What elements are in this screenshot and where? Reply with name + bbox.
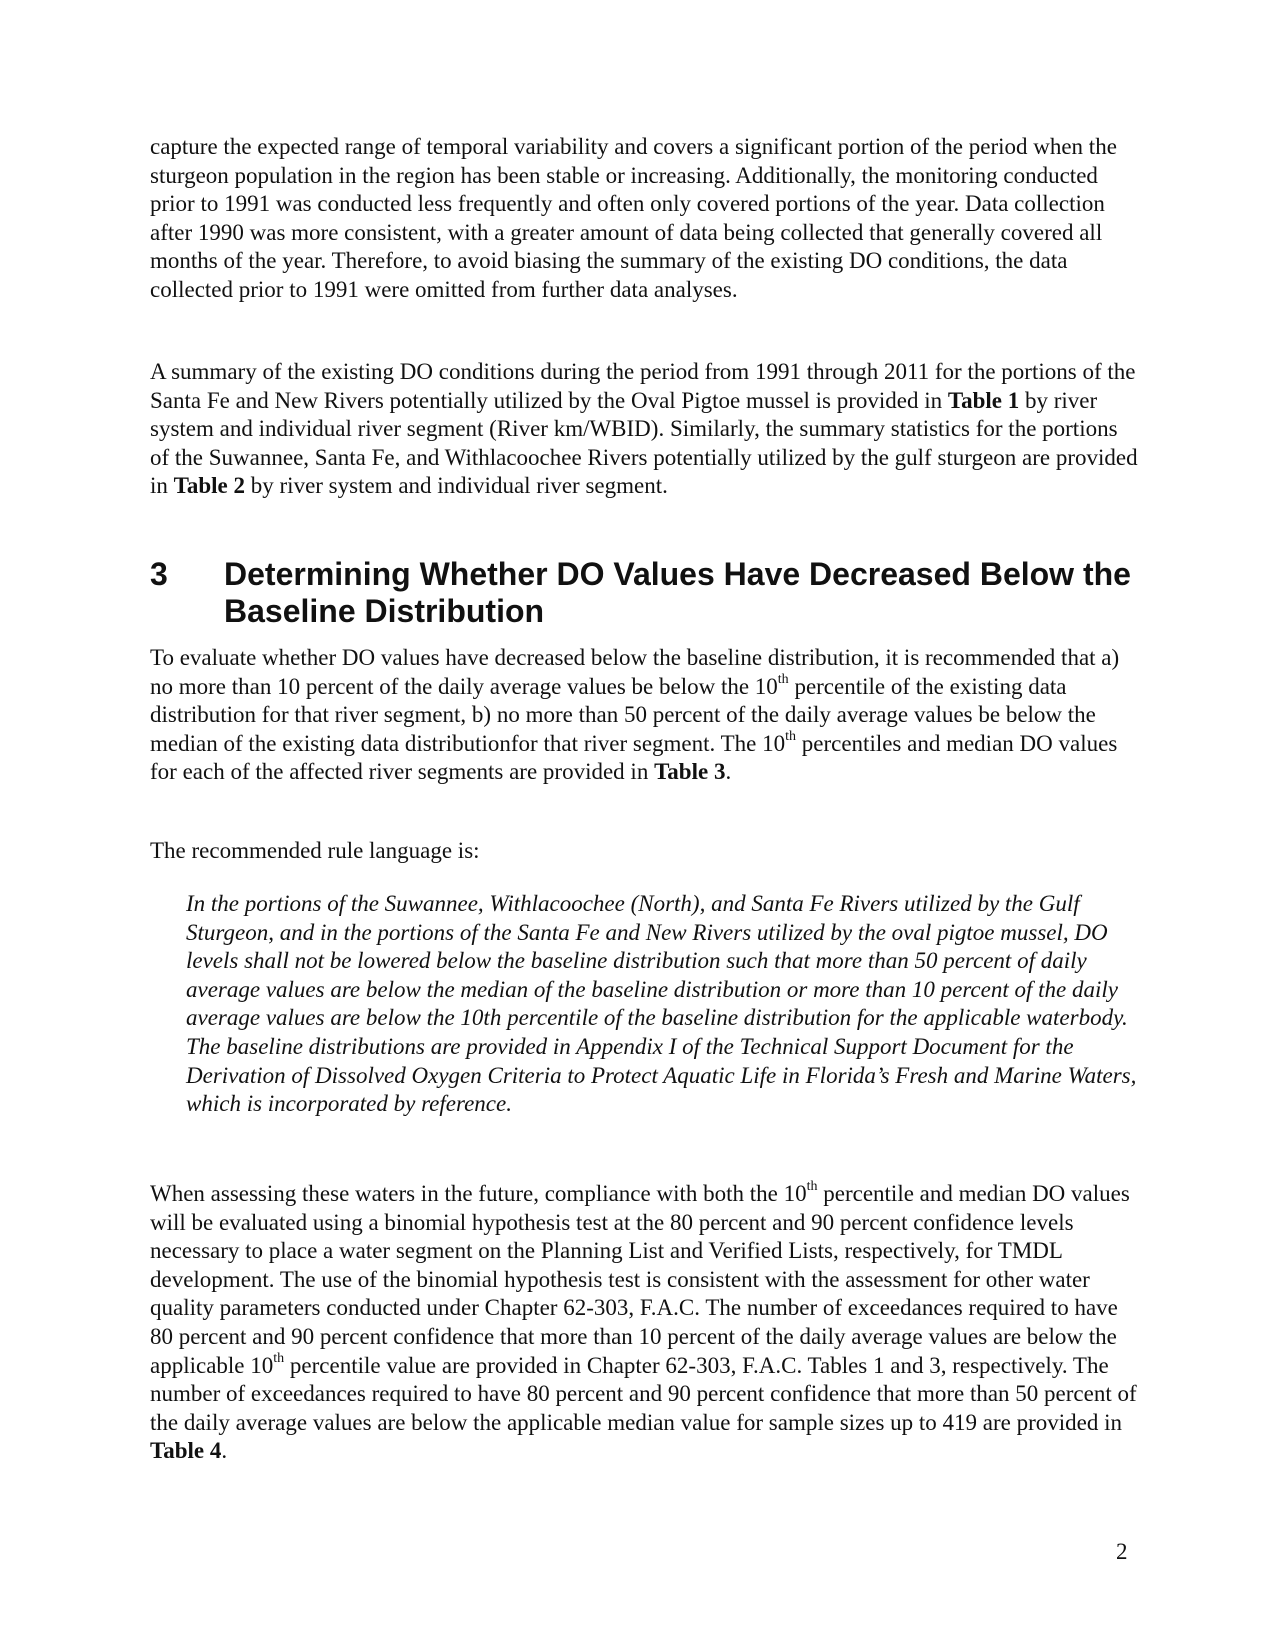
table-2-reference: Table 2	[173, 473, 246, 499]
page-number: 2	[1116, 1539, 1128, 1564]
text-run: .	[725, 759, 732, 785]
text-run: To evaluate whether DO values have decreased below the baseline distribution, it is recommended that a) no more than 10 percent of the daily average values be below the 10	[150, 645, 1120, 699]
paragraph-binomial-test	[150, 1180, 1140, 1466]
table-1-reference: Table 1	[947, 387, 1020, 413]
text-run: percentile and median DO values will be evaluated using a binomial hypothesis test at the 80 percent and 90 percent confidence levels necessary to place a water segment on the Planning List and Verified Lists, respectively, for TMDL development. The use of the binomial hypothesis test is consistent with the assessment for other water quality parameters conducted under Chapter 62-303, F.A.C. The number of exceedances required to have 80 percent and 90 percent confidence that more than 10 percent of the daily average values are below the applicable 10	[150, 1181, 1130, 1378]
paragraph-summary-tables	[150, 358, 1140, 501]
superscript: th	[777, 671, 789, 687]
text-run: by river system and individual river segment.	[245, 473, 668, 499]
superscript: th	[785, 729, 797, 745]
paragraph-data-period: capture the expected range of temporal variability and covers a significant portion of the period when the sturgeon population in the region has been stable or increasing. Additionally, the monitoring conducted prior to 1991 was conducted less frequently and often only covered portions of the year. Data collection after 1990 was more consistent, with a greater amount of data being collected that generally covered all months of the year. Therefore, to avoid biasing the summary of the existing DO conditions, the data collected prior to 1991 were omitted from further data analyses.	[150, 134, 1117, 302]
text-run: percentiles and median DO values for each of the affected river segments are provided in	[150, 730, 1118, 785]
section-title: Determining Whether DO Values Have Decreased Below the Baseline Distribution	[224, 556, 1131, 629]
text-run: percentile of the existing data distribution for that river segment, b) no more than 50 percent of the daily average values be below the median of the existing data distributionfor that river segment. The 10	[150, 673, 1096, 756]
table-3-reference: Table 3	[654, 759, 726, 785]
superscript: th	[273, 1350, 285, 1366]
section-number: 3	[150, 556, 168, 592]
rule-language-quote: In the portions of the Suwannee, Withlacoochee (North), and Santa Fe Rivers utilized by the Gulf Sturgeon, and in the portions of the Santa Fe and New Rivers utilized by the oval pigtoe mussel, DO levels shall not be lowered below the baseline distribution such that more than 50 percent of daily average values are below the median of the baseline distribution or more than 10 percent of the daily average values are below the 10th percentile of the baseline distribution for the applicable waterbody. The baseline distributions are provided in Appendix I of the Technical Support Document for the Derivation of Dissolved Oxygen Criteria to Protect Aquatic Life in Florida’s Fresh and Marine Waters, which is incorporated by reference.	[186, 891, 1137, 1117]
text-run: by river system and individual river segment (River km/WBID). Similarly, the summary statistics for the portions of the Suwannee, Santa Fe, and Withlacoochee Rivers potentially utilized by the gulf sturgeon are provided in	[150, 387, 1138, 499]
paragraph-evaluation-criteria	[150, 644, 1140, 787]
text-run: percentile value are provided in Chapter 62-303, F.A.C. Tables 1 and 3, respectively. The number of exceedances required to have 80 percent and 90 percent confidence that more than 50 percent of the daily average values are below the applicable median value for sample sizes up to 419 are provided in	[150, 1352, 1137, 1435]
table-4-reference: Table 4	[150, 1438, 222, 1464]
superscript: th	[806, 1179, 818, 1195]
text-run: A summary of the existing DO conditions during the period from 1991 through 2011 for the portions of the Santa Fe and New Rivers potentially utilized by the Oval Pigtoe mussel is provided in	[150, 359, 1136, 413]
text-run: When assessing these waters in the future, compliance with both the 10	[150, 1181, 807, 1206]
text-run: .	[221, 1438, 228, 1464]
paragraph-rule-intro: The recommended rule language is:	[150, 838, 480, 863]
